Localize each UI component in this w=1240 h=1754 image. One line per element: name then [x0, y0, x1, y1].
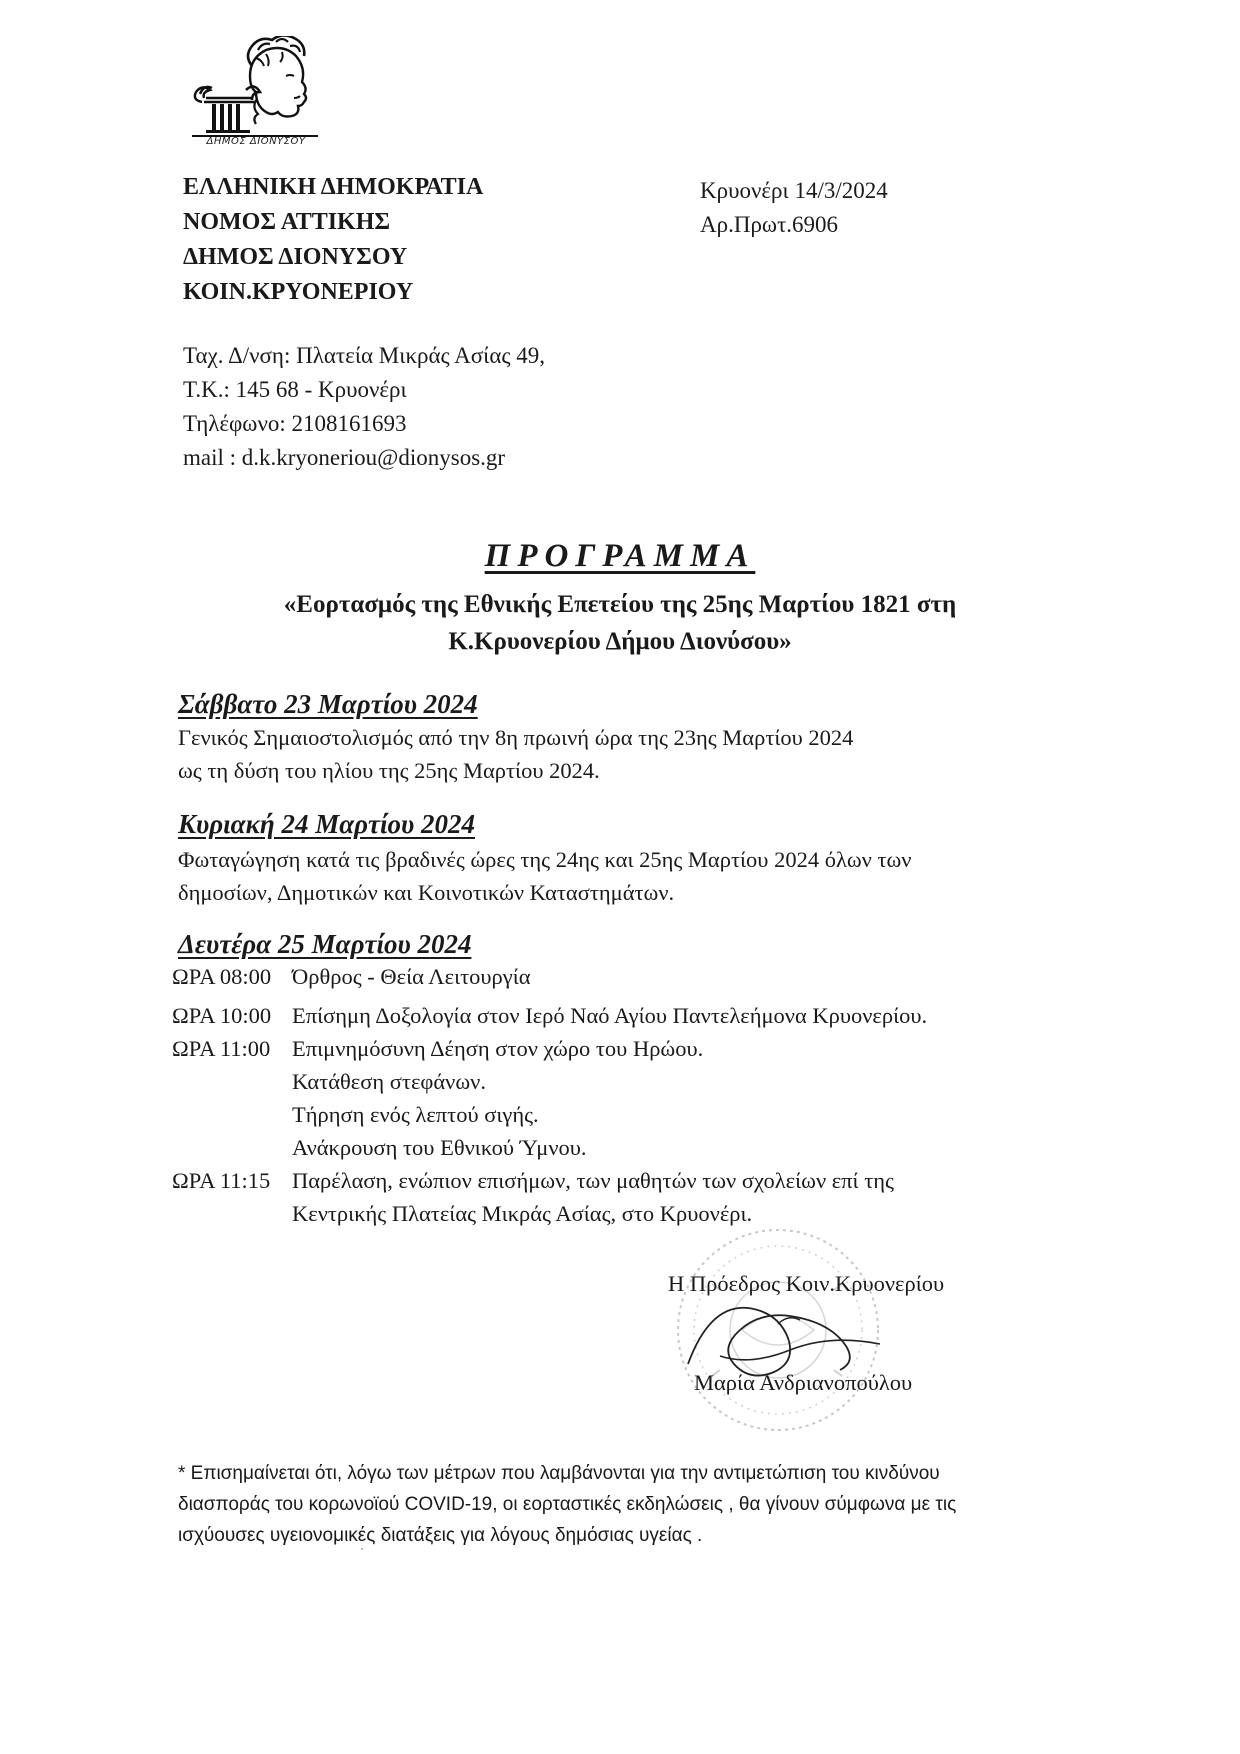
- contact-phone: Τηλέφωνο: 2108161693: [183, 411, 407, 436]
- note-line: * Επισημαίνεται ότι, λόγω των μέτρων που λαμβάνονται για την αντιμετώπιση του κινδύνου: [178, 1463, 940, 1484]
- protocol-number: Αρ.Πρωτ.6906: [700, 212, 839, 237]
- day-heading-sunday: Κυριακή 24 Μαρτίου 2024: [178, 809, 476, 839]
- org-line: ΚΟΙΝ.ΚΡΥΟΝΕΡΙΟΥ: [183, 279, 414, 305]
- scan-speck: [361, 1548, 363, 1550]
- subtitle-line: Κ.Κρυονερίου Δήμου Διονύσου»: [448, 628, 792, 655]
- schedule-subtext: Τήρηση ενός λεπτού σιγής.: [292, 1102, 539, 1127]
- note-line: διασποράς του κορωνοϊού COVID-19, οι εορταστικές εκδηλώσεις , θα γίνουν σύμφωνα με τις: [178, 1494, 957, 1515]
- document-date: Κρυονέρι 14/3/2024: [700, 178, 888, 203]
- schedule-time: ΩΡΑ 10:00: [172, 1003, 272, 1028]
- schedule-text: Παρέλαση, ενώπιον επισήμων, των μαθητών των σχολείων επί της: [292, 1168, 894, 1193]
- covid-note: [178, 1458, 1130, 1551]
- day-text-line: Γενικός Σημαιοστολισμός από την 8η πρωινή ώρα της 23ης Μαρτίου 2024: [178, 725, 854, 750]
- schedule-text: Επίσημη Δοξολογία στον Ιερό Ναό Αγίου Παντελεήμονα Κρυονερίου.: [292, 1003, 928, 1028]
- program-subtitle: [0, 586, 1240, 660]
- contact-mail: mail : d.k.kryoneriou@dionysos.gr: [183, 445, 506, 470]
- municipality-logo: [186, 36, 324, 152]
- schedule-text: Όρθρος - Θεία Λειτουργία: [292, 964, 531, 989]
- day-text-line: ως τη δύση του ηλίου της 25ης Μαρτίου 2024.: [178, 758, 600, 783]
- day-text-line: δημοσίων, Δημοτικών και Κοινοτικών Καταστημάτων.: [178, 880, 675, 905]
- issuing-authority: [183, 170, 483, 310]
- schedule-time: ΩΡΑ 11:15: [172, 1168, 271, 1193]
- day-text-sunday: [178, 843, 911, 909]
- program-title: ΠΡΟΓΡΑΜΜΑ: [484, 538, 756, 574]
- schedule-time: ΩΡΑ 08:00: [172, 964, 272, 989]
- schedule-subtext: Ανάκρουση του Εθνικού Ύμνου.: [292, 1135, 587, 1160]
- day-heading-monday: Δευτέρα 25 Μαρτίου 2024: [178, 929, 472, 959]
- schedule-subtext: Κεντρικής Πλατείας Μικράς Ασίας, στο Κρυονέρι.: [292, 1201, 753, 1226]
- signatory-name: Μαρία Ανδριανοπούλου: [694, 1370, 913, 1395]
- signatory-role: Η Πρόεδρος Κοιν.Κρυονερίου: [668, 1271, 945, 1296]
- note-line: ισχύουσες υγειονομικές διατάξεις για λόγους δημόσιας υγείας .: [178, 1525, 703, 1546]
- org-line: ΕΛΛΗΝΙΚΗ ΔΗΜΟΚΡΑΤΙΑ: [183, 174, 484, 200]
- subtitle-line: «Εορτασμός της Εθνικής Επετείου της 25ης Μαρτίου 1821 στη: [283, 591, 957, 618]
- contact-postal: Τ.Κ.: 145 68 - Κρυονέρι: [183, 377, 407, 402]
- day-text-line: Φωταγώγηση κατά τις βραδινές ώρες της 24ης και 25ης Μαρτίου 2024 όλων των: [178, 847, 912, 872]
- contact-address: Ταχ. Δ/νση: Πλατεία Μικράς Ασίας 49,: [183, 343, 546, 368]
- org-line: ΝΟΜΟΣ ΑΤΤΙΚΗΣ: [183, 209, 391, 235]
- contact-block: [183, 339, 545, 475]
- day-text-saturday: [178, 721, 853, 787]
- document-meta: [700, 174, 888, 242]
- dionysos-head-emblem-icon: [186, 36, 324, 140]
- org-line: ΔΗΜΟΣ ΔΙΟΝΥΣΟΥ: [183, 244, 408, 270]
- schedule-subtext: Κατάθεση στεφάνων.: [292, 1069, 486, 1094]
- schedule-text: Επιμνημόσυνη Δέηση στον χώρο του Ηρώου.: [292, 1036, 704, 1061]
- logo-caption: ΔΗΜΟΣ ΔΙΟΝΥΣΟΥ: [206, 136, 306, 147]
- day-heading-saturday: Σάββατο 23 Μαρτίου 2024: [178, 689, 478, 719]
- schedule-time: ΩΡΑ 11:00: [172, 1036, 271, 1061]
